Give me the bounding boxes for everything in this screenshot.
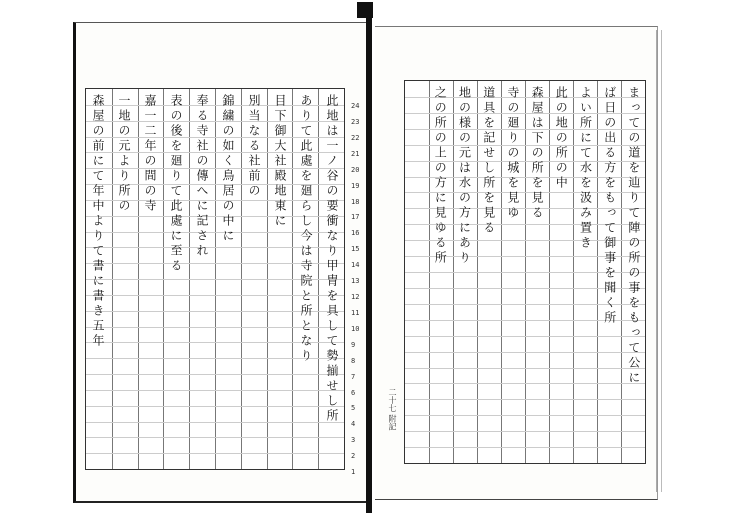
line-number: 12 [351,293,360,301]
line-number: 17 [351,213,360,222]
manuscript-column: 地の様の元は水の方にあり [457,86,472,266]
manuscript-column: 之の所の上の方に見ゆる所 [433,86,448,266]
binding-tab [357,2,373,18]
manuscript-column: 奉る寺社の傳へに記され [195,94,209,259]
line-number: 15 [351,245,360,254]
line-number: 1 [351,468,356,477]
grid-row-line [86,422,344,423]
line-number: 19 [351,181,360,190]
manuscript-column: ば日の出る方をもって御事を聞く所 [602,86,617,326]
line-number: 20 [351,165,360,174]
manuscript-column: 森屋は下の所を見る [530,86,545,221]
manuscript-column: 目下御大社殿地東に [273,94,287,229]
line-number: 10 [351,324,360,333]
grid-row-line [86,390,344,391]
grid-row-line [86,437,344,438]
manuscript-column: 錦繍の如く鳥居の中に [221,94,235,244]
manuscript-column: 森屋の前にて年中よりて書に書き五年 [91,94,105,349]
manuscript-column: 表の後を廻りて此處に至る [169,94,183,274]
grid-row-line [86,406,344,407]
line-number: 24 [351,102,360,110]
line-number: 3 [351,436,356,445]
line-number: 9 [351,340,356,349]
manuscript-column: よい所にて水を汲み置き [578,86,593,251]
grid-row-line [405,336,645,337]
line-number: 7 [351,372,356,381]
line-number: 23 [351,117,360,126]
grid-row-line [405,399,645,400]
manuscript-column: 此の地の所の中 [554,86,569,191]
line-number: 14 [351,261,360,270]
line-number: 8 [351,356,356,365]
line-number: 5 [351,404,356,413]
manuscript-column: 別当なる社前の [247,94,261,199]
grid-row-line [405,415,645,416]
line-number: 4 [351,420,356,429]
grid-row-line [86,453,344,454]
line-number: 13 [351,277,360,286]
grid-row-line [86,374,344,375]
line-number: 2 [351,452,356,461]
binding-spine [366,8,372,513]
manuscript-column: まっての道を辿りて陣の所の事をもって公に [626,86,641,386]
grid-row-line [405,431,645,432]
manuscript-column: 嘉一二年の間の寺 [143,94,157,214]
manuscript-column: 道具を記せし所を見る [481,86,496,236]
manuscript-column: ありて此處を廻らし今は寺院と所となり [299,94,313,364]
line-number: 22 [351,133,360,142]
line-number: 16 [351,229,360,238]
grid-row-line [405,368,645,369]
grid-row-line [405,383,645,384]
line-number: 6 [351,388,356,397]
grid-row-line [405,447,645,448]
line-number: 11 [351,308,360,317]
grid-row-line [405,352,645,353]
margin-note: 二十七 附記 [388,388,397,431]
page-edge [656,30,662,492]
manuscript-column: 此地は一ノ谷の要衝なり甲胄を具して勢揃せし所 [325,94,339,424]
manuscript-column: 一地の元より所の [117,94,131,214]
line-number: 18 [351,197,360,206]
manuscript-column: 寺の廻りの城を見ゆ [505,86,520,221]
line-number: 21 [351,149,360,158]
